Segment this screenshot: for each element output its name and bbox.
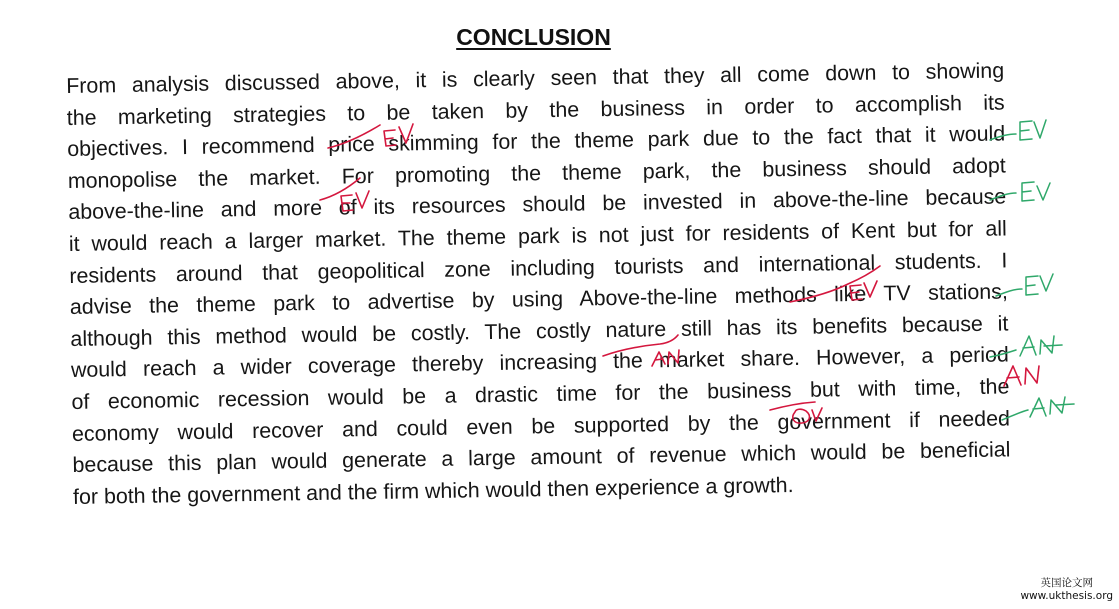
- paragraph-line: objectives. I recommend price skimming for the theme park due to the fact that it would: [67, 121, 1006, 162]
- conclusion-paragraph: [66, 55, 1011, 513]
- paragraph-line: monopolise the market. For promoting the theme park, the business should adopt: [67, 153, 1006, 193]
- watermark: [1020, 577, 1113, 603]
- handwriting-margin-an-3: [1002, 397, 1074, 420]
- paragraph-line: economy would recover and could even be supported by the government if needed: [71, 405, 1011, 446]
- watermark-line-1: 英国论文网: [1040, 577, 1093, 589]
- paragraph-line: residents around that geopolitical zone including tourists and international students. I: [69, 247, 1008, 288]
- paragraph-line: although this method would be costly. The costly nature still has its benefits because it: [70, 311, 1009, 351]
- watermark-line-2: www.ukthesis.org: [1020, 590, 1113, 602]
- paragraph-line: From analysis discussed above, it is clearly seen that they all come down to showing: [66, 58, 1005, 98]
- paragraph-line: it would reach a larger market. The theme park is not just for residents of Kent but for all: [68, 216, 1007, 256]
- paragraph-line: advise the theme park to advertise by using Above-the-line methods like TV stations,: [69, 279, 1008, 320]
- paragraph-line: would reach a wider coverage thereby increasing the market share. However, a period: [70, 342, 1010, 383]
- document-heading: CONCLUSION: [456, 24, 611, 50]
- paragraph-line: the marketing strategies to be taken by the business in order to accomplish its: [66, 90, 1005, 130]
- paragraph-line: of economic recession would be a drastic time for the business but with time, the: [71, 374, 1010, 414]
- paragraph-line: for both the government and the firm which would then experience a growth.: [72, 472, 794, 509]
- paragraph-line: because this plan would generate a large amount of revenue which would be beneficial: [72, 437, 1011, 478]
- paragraph-line: above-the-line and more of its resources should be invested in above-the-line because: [68, 184, 1007, 225]
